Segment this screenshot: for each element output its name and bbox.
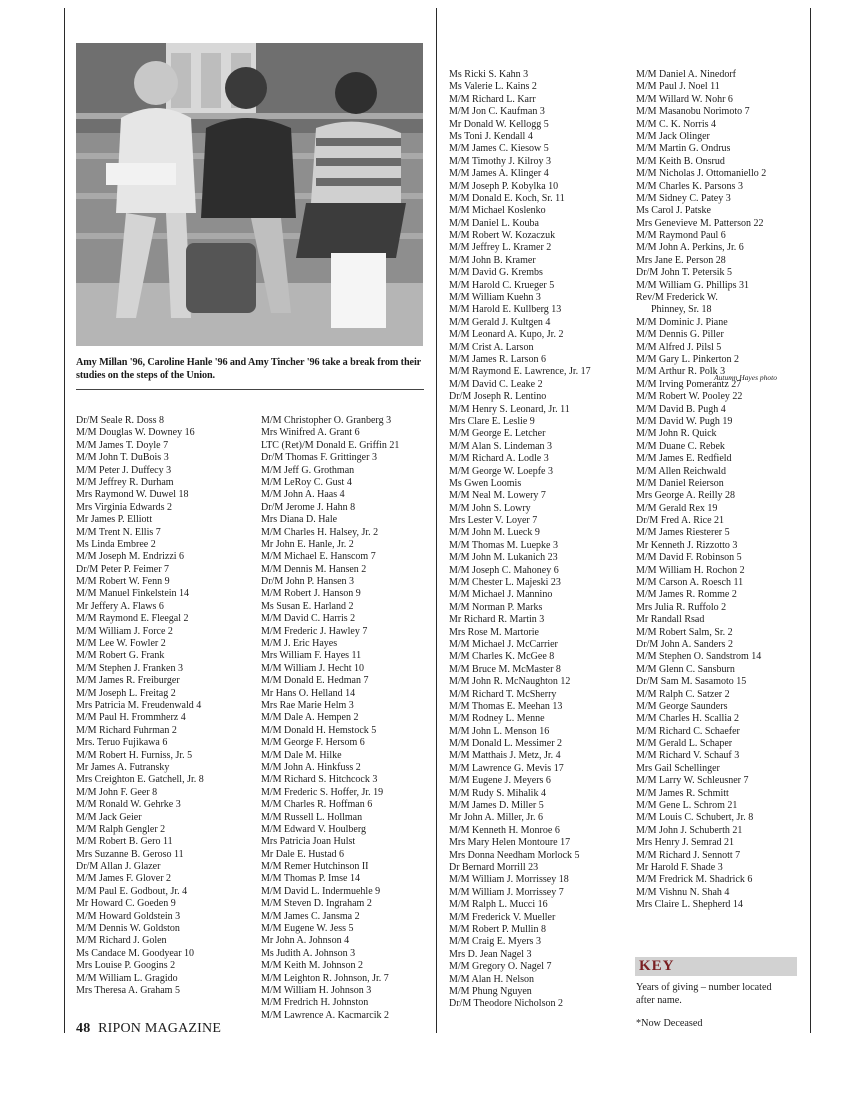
donor-entry: Mr Jeffery A. Flaws 6	[76, 600, 164, 612]
donor-entry: M/M C. K. Norris 4	[636, 118, 717, 130]
donor-entry: M/M Leighton R. Johnson, Jr. 7	[261, 972, 389, 984]
donor-entry: M/M Donald L. Messimer 2	[449, 738, 563, 750]
donor-entry: Mr John A. Johnson 4	[261, 935, 350, 947]
donor-entry: Mrs Lester V. Loyer 7	[449, 515, 538, 527]
donor-entry: M/M James R. Freiburger	[76, 675, 180, 687]
donor-entry: M/M Martin G. Ondrus	[636, 143, 731, 155]
donor-entry: Dr/M Sam M. Sasamoto 15	[636, 676, 747, 688]
donor-entry: M/M William H. Johnson 3	[261, 984, 372, 996]
donor-entry: M/M Steven D. Ingraham 2	[261, 898, 372, 910]
donor-entry: Mrs Winifred A. Grant 6	[261, 427, 360, 439]
donor-entry: M/M Remer Hutchinson II	[261, 861, 369, 873]
donor-entry: M/M Donald E. Koch, Sr. 11	[449, 192, 565, 204]
donor-entry: M/M Michael J. McCarrier	[449, 638, 558, 650]
donor-entry: M/M Douglas W. Downey 16	[76, 427, 195, 439]
donor-entry: Ms Ricki S. Kahn 3	[449, 69, 529, 80]
donor-entry: Mrs. Teruo Fujikawa 6	[76, 737, 168, 749]
donor-entry: M/M Trent N. Ellis 7	[76, 526, 161, 538]
donor-entry: M/M Richard L. Karr	[449, 93, 536, 105]
donor-entry: M/M Daniel Reierson	[636, 477, 724, 489]
donor-entry: M/M Chester L. Majeski 23	[449, 577, 561, 589]
donor-entry: Mrs Raymond W. Duwel 18	[76, 489, 189, 501]
donor-entry: M/M Robert W. Kozaczuk	[449, 230, 556, 242]
donor-entry: M/M Gregory O. Nagel 7	[449, 961, 552, 973]
donor-entry: Dr/M Jerome J. Hahn 8	[261, 501, 356, 513]
donor-entry: Mrs Gail Schellinger	[636, 762, 720, 774]
donor-entry: M/M Charles H. Halsey, Jr. 2	[261, 526, 379, 538]
donor-entry: M/M Arthur R. Polk 3	[636, 366, 726, 378]
donor-entry: M/M Paul E. Godbout, Jr. 4	[76, 885, 188, 897]
donor-entry: M/M Allen Reichwald	[636, 465, 726, 477]
donor-entry: Mr Hans O. Helland 14	[261, 687, 356, 699]
donor-entry: M/M James C. Kiesow 5	[449, 143, 549, 155]
donor-entry: Mr John A. Miller, Jr. 6	[449, 812, 544, 824]
donor-entry: M/M James R. Larson 6	[449, 353, 546, 365]
donor-entry: M/M Ralph Gengler 2	[76, 823, 166, 835]
donor-entry: Dr/M John A. Sanders 2	[636, 638, 733, 650]
donor-entry: M/M Daniel A. Ninedorf	[636, 69, 736, 80]
donor-entry: M/M Ronald W. Gehrke 3	[76, 799, 181, 811]
donor-entry: Ms Valerie L. Kains 2	[449, 81, 537, 93]
donor-entry: Mrs Diana D. Hale	[261, 514, 338, 526]
donor-entry: M/M Duane C. Rebek	[636, 440, 725, 452]
donor-entry: M/M Robert J. Hanson 9	[261, 588, 361, 600]
donor-entry: M/M James D. Miller 5	[449, 800, 544, 812]
donor-entry: Ms Judith A. Johnson 3	[261, 947, 356, 959]
column-rule-left	[64, 8, 65, 1033]
donor-entry: Mr Harold F. Shade 3	[636, 862, 723, 873]
donor-entry: M/M William J. Morrissey 18	[449, 874, 569, 886]
donor-entry: Mr Kenneth J. Rizzotto 3	[636, 539, 738, 551]
donor-entry: M/M David F. Robinson 5	[636, 552, 742, 564]
donor-entry: M/M Jeffrey L. Kramer 2	[449, 242, 552, 254]
donor-entry: M/M David L. Indermuehle 9	[261, 885, 381, 897]
donor-entry: Ms Carol J. Patske	[636, 205, 711, 217]
donor-entry: M/M Sidney C. Patey 3	[636, 192, 731, 204]
donor-entry: M/M John A. Hinkfuss 2	[261, 761, 361, 773]
donor-entry: Mrs Claire L. Shepherd 14	[636, 899, 743, 911]
donor-entry: M/M Rudy S. Mihalik 4	[449, 787, 546, 799]
donor-entry: M/M Christopher O. Granberg 3	[261, 415, 392, 426]
donor-entry: M/M J. Eric Hayes	[261, 638, 338, 650]
donor-entry: M/M Richard J. Sennott 7	[636, 849, 741, 861]
donor-entry: Mrs Donna Needham Morlock 5	[449, 849, 580, 861]
donor-entry: M/M Michael J. Mannino	[449, 589, 553, 601]
donor-entry: M/M Donald H. Hemstock 5	[261, 724, 377, 736]
donor-entry: Mrs Theresa A. Graham 5	[76, 984, 180, 996]
donor-entry: Ms Toni J. Kendall 4	[449, 130, 533, 142]
donor-entry: Mrs Louise P. Googins 2	[76, 960, 176, 972]
donor-entry: M/M Dale M. Hilke	[261, 749, 342, 761]
donor-entry: M/M George F. Hersom 6	[261, 737, 365, 749]
donor-entry: M/M Phung Nguyen	[449, 985, 532, 997]
donor-entry: M/M Richard V. Schauf 3	[636, 750, 740, 762]
donor-entry: Mrs Suzanne B. Geroso 11	[76, 848, 184, 860]
donor-entry: M/M Gerald L. Schaper	[636, 738, 733, 750]
donor-entry: M/M George Saunders	[636, 700, 728, 712]
donor-entry: M/M David B. Pugh 4	[636, 403, 726, 415]
donor-entry: M/M Donald E. Hedman 7	[261, 675, 369, 687]
donor-entry: M/M Harold C. Krueger 5	[449, 279, 555, 291]
donor-entry: M/M Charles R. Hoffman 6	[261, 799, 373, 811]
donor-entry: M/M William J. Hecht 10	[261, 662, 365, 674]
donor-entry: Dr/M Peter P. Feimer 7	[76, 563, 170, 575]
donor-entry: M/M Robert Salm, Sr. 2	[636, 626, 733, 638]
students-photo	[76, 43, 423, 346]
photo-caption	[76, 356, 424, 382]
donor-entry: M/M Daniel L. Kouba	[449, 217, 539, 229]
donor-entry: Mrs Rose M. Martorie	[449, 626, 539, 638]
donor-entry: Mrs Creighton E. Gatchell, Jr. 8	[76, 774, 204, 786]
donor-entry: M/M Robert H. Furniss, Jr. 5	[76, 749, 193, 761]
donor-entry: M/M Masanobu Norimoto 7	[636, 106, 750, 118]
donor-entry: M/M Edward V. Houlberg	[261, 823, 366, 835]
donor-entry: M/M Russell L. Hollman	[261, 811, 363, 823]
donor-entry: Mr Dale E. Hustad 6	[261, 848, 345, 860]
donor-entry: Mr James A. Futransky	[76, 761, 170, 773]
donor-entry: M/M Michael E. Hanscom 7	[261, 551, 376, 563]
donor-column-2	[261, 415, 399, 1022]
donor-entry: M/M Manuel Finkelstein 14	[76, 588, 190, 600]
donor-entry: Mrs Patricia Joan Hulst	[261, 836, 356, 848]
donor-entry: M/M Richard S. Hitchcock 3	[261, 774, 378, 786]
donor-entry: M/M Charles H. Scallia 2	[636, 713, 740, 725]
donor-entry: Rev/M Frederick W.	[636, 292, 718, 304]
donor-entry: M/M John R. Quick	[636, 428, 717, 440]
donor-entry: Dr/M Seale R. Doss 8	[76, 415, 165, 426]
donor-entry: M/M John B. Kramer	[449, 254, 536, 266]
donor-entry: M/M Frederic S. Hoffer, Jr. 19	[261, 786, 384, 798]
donor-entry: M/M James C. Jansma 2	[261, 910, 360, 922]
donor-entry: M/M Norman P. Marks	[449, 601, 543, 613]
donor-entry: Mrs Virginia Edwards 2	[76, 501, 172, 513]
donor-entry: Ms Susan E. Harland 2	[261, 600, 354, 612]
donor-entry: Ms Linda Embree 2	[76, 538, 156, 550]
donor-entry: M/M Joseph C. Mahoney 6	[449, 564, 559, 576]
donor-entry: M/M John M. Lueck 9	[449, 527, 540, 539]
donor-entry: M/M Paul H. Frommherz 4	[76, 712, 186, 724]
donor-entry: Mrs Clare E. Leslie 9	[449, 415, 535, 427]
donor-entry: M/M Michael Koslenko	[449, 205, 546, 217]
donor-entry: M/M Irving Pomerantz 27	[636, 378, 742, 390]
donor-entry: LTC (Ret)/M Donald E. Griffin 21	[261, 439, 400, 451]
donor-entry: Mrs Julia R. Ruffolo 2	[636, 601, 727, 613]
donor-entry: M/M Lawrence A. Kacmarcik 2	[261, 1009, 390, 1021]
donor-entry: M/M Charles K. McGee 8	[449, 651, 555, 663]
publication-name: RIPON MAGAZINE	[98, 1021, 222, 1036]
donor-entry: M/M Thomas M. Luepke 3	[449, 539, 558, 551]
donor-entry: M/M Eugene W. Jess 5	[261, 923, 354, 935]
donor-entry: Mr Donald W. Kellogg 5	[449, 118, 549, 130]
key-note: *Now Deceased	[636, 1018, 703, 1029]
donor-entry: M/M Frederick V. Mueller	[449, 911, 556, 923]
donor-entry: Mr John E. Hanle, Jr. 2	[261, 538, 354, 550]
donor-entry: Ms Gwen Loomis	[449, 477, 522, 489]
donor-entry: Dr/M Theodore Nicholson 2	[449, 998, 563, 1010]
donor-entry: M/M Ralph L. Mucci 16	[449, 899, 548, 911]
donor-entry: M/M Thomas P. Imse 14	[261, 873, 360, 885]
donor-entry: M/M Craig E. Myers 3	[449, 936, 541, 948]
page-number: 48	[76, 1021, 91, 1036]
donor-entry: Mr Howard C. Goeden 9	[76, 898, 176, 910]
donor-entry: M/M Joseph M. Endrizzi 6	[76, 551, 185, 563]
donor-entry: Mrs Rae Marie Helm 3	[261, 699, 354, 711]
donor-entry: M/M Dennis G. Piller	[636, 329, 724, 341]
donor-entry: M/M Jeff G. Grothman	[261, 464, 355, 476]
donor-entry: M/M Lawrence G. Mevis 17	[449, 762, 564, 774]
donor-entry: M/M Alfred J. Pilsl 5	[636, 341, 722, 353]
donor-entry: Mr Richard R. Martin 3	[449, 614, 545, 626]
donor-entry: M/M William J. Morrissey 7	[449, 886, 564, 898]
donor-entry: M/M Robert G. Frank	[76, 650, 165, 662]
donor-entry: M/M John A. Haas 4	[261, 489, 345, 501]
key-description: Years of giving – number located after name.	[636, 982, 772, 1006]
donor-entry: M/M Robert P. Mullin 8	[449, 923, 546, 935]
donor-entry: M/M Dominic J. Piane	[636, 316, 728, 328]
donor-entry: M/M Glenn C. Sansburn	[636, 663, 735, 675]
donor-entry: M/M David W. Pugh 19	[636, 415, 733, 427]
donor-entry: Mrs Patricia M. Freudenwald 4	[76, 699, 202, 711]
donor-entry: Mr Randall Rsad	[636, 614, 705, 626]
donor-entry: M/M John F. Geer 8	[76, 786, 158, 798]
donor-entry: M/M Harold E. Kullberg 13	[449, 304, 562, 316]
donor-entry: M/M Kenneth H. Monroe 6	[449, 824, 560, 836]
donor-entry: Phinney, Sr. 18	[651, 304, 712, 316]
column-rule-center	[436, 8, 437, 1033]
donor-entry: M/M Robert W. Fenn 9	[76, 576, 170, 588]
donor-entry: M/M Gene L. Schrom 21	[636, 800, 738, 812]
donor-entry: M/M William G. Phillips 31	[636, 279, 750, 291]
donor-entry: M/M David C. Leake 2	[449, 378, 543, 390]
donor-entry: M/M James R. Schmitt	[636, 787, 729, 799]
donor-entry: M/M Jack Geier	[76, 811, 142, 823]
donor-column-1	[76, 415, 204, 997]
donor-entry: Mrs Henry J. Semrad 21	[636, 837, 735, 849]
donor-entry: M/M John L. Menson 16	[449, 725, 550, 737]
donor-entry: M/M Raymond E. Fleegal 2	[76, 613, 189, 625]
donor-entry: M/M Peter J. Duffecy 3	[76, 464, 172, 476]
donor-entry: M/M John A. Perkins, Jr. 6	[636, 242, 744, 254]
donor-entry: M/M Fredrich H. Johnston	[261, 997, 369, 1009]
donor-entry: M/M Larry W. Schleusner 7	[636, 775, 749, 787]
donor-entry: M/M William L. Gragido	[76, 972, 178, 984]
donor-entry: M/M George E. Letcher	[449, 428, 546, 440]
key-title: KEY	[639, 958, 675, 974]
donor-entry: Dr/M Thomas F. Grittinger 3	[261, 452, 377, 464]
donor-entry: M/M Willard W. Nohr 6	[636, 93, 733, 105]
donor-column-3	[449, 69, 591, 1011]
donor-entry: M/M Lee W. Fowler 2	[76, 638, 166, 650]
donor-entry: M/M Vishnu N. Shah 4	[636, 886, 730, 898]
donor-entry: M/M Ralph C. Satzer 2	[636, 688, 730, 700]
donor-entry: M/M Eugene J. Meyers 6	[449, 775, 551, 787]
donor-entry: M/M John T. DuBois 3	[76, 452, 169, 464]
donor-entry: M/M Nicholas J. Ottomaniello 2	[636, 168, 767, 180]
donor-entry: Mrs Mary Helen Montoure 17	[449, 837, 571, 849]
donor-entry: M/M Gerald Rex 19	[636, 502, 718, 514]
donor-entry: M/M Frederic J. Hawley 7	[261, 625, 368, 637]
donor-entry: Dr/M Fred A. Rice 21	[636, 515, 725, 527]
donor-entry: M/M Rodney L. Menne	[449, 713, 545, 725]
donor-entry: M/M James A. Klinger 4	[449, 168, 549, 180]
donor-entry: M/M Joseph P. Kobylka 10	[449, 180, 559, 192]
donor-entry: M/M James F. Glover 2	[76, 873, 172, 885]
donor-entry: M/M Richard Fuhrman 2	[76, 724, 177, 736]
donor-entry: M/M George W. Loepfe 3	[449, 465, 553, 477]
donor-entry: M/M William J. Force 2	[76, 625, 173, 637]
donor-entry: M/M Bruce M. McMaster 8	[449, 663, 561, 675]
donor-entry: Dr Bernard Morrill 23	[449, 862, 539, 873]
page-footer	[76, 1021, 221, 1037]
donor-entry: M/M Louis C. Schubert, Jr. 8	[636, 812, 754, 824]
donor-entry: M/M Crist A. Larson	[449, 341, 534, 353]
donor-entry: M/M Joseph L. Freitag 2	[76, 687, 176, 699]
donor-entry: Mrs William F. Hayes 11	[261, 650, 362, 662]
donor-entry: Dr/M John P. Hansen 3	[261, 576, 355, 588]
donor-entry: M/M Matthais J. Metz, Jr. 4	[449, 750, 561, 762]
donor-entry: M/M Jeffrey R. Durham	[76, 476, 174, 488]
donor-entry: M/M John M. Lukanich 23	[449, 552, 558, 564]
donor-entry: M/M Richard J. Golen	[76, 935, 167, 947]
donor-entry: M/M Robert B. Gero 11	[76, 836, 173, 848]
donor-entry: M/M William Kuehn 3	[449, 292, 541, 304]
donor-entry: M/M Alan H. Nelson	[449, 973, 534, 985]
donor-entry: Dr/M John T. Petersik 5	[636, 267, 733, 279]
donor-entry: Dr/M Allan J. Glazer	[76, 861, 161, 873]
donor-entry: M/M Leonard A. Kupo, Jr. 2	[449, 329, 564, 341]
donor-entry: M/M Dennis M. Hansen 2	[261, 563, 367, 575]
donor-entry: Mrs D. Jean Nagel 3	[449, 948, 532, 960]
donor-entry: M/M David C. Harris 2	[261, 613, 356, 625]
donor-entry: Mr James P. Elliott	[76, 514, 153, 526]
donor-entry: M/M Raymond Paul 6	[636, 230, 726, 242]
donor-entry: M/M Dennis W. Goldston	[76, 923, 180, 935]
donor-entry: M/M Jack Olinger	[636, 130, 710, 142]
donor-entry: M/M Gerald J. Kultgen 4	[449, 316, 551, 328]
donor-entry: Dr/M Joseph R. Lentino	[449, 391, 547, 403]
donor-entry: M/M Robert W. Pooley 22	[636, 391, 743, 403]
donor-entry: Mrs George A. Reilly 28	[636, 490, 735, 502]
donor-entry: M/M James T. Doyle 7	[76, 439, 169, 451]
donor-entry: M/M Alan S. Lindeman 3	[449, 440, 553, 452]
donor-entry: M/M Charles K. Parsons 3	[636, 180, 743, 192]
donor-entry: M/M Richard A. Lodle 3	[449, 453, 549, 465]
donor-entry: M/M Carson A. Roesch 11	[636, 577, 744, 589]
donor-entry: M/M Jon C. Kaufman 3	[449, 106, 545, 118]
donor-entry: Ms Candace M. Goodyear 10	[76, 947, 195, 959]
donor-entry: Mrs Jane E. Person 28	[636, 254, 726, 266]
donor-entry: M/M Stephen O. Sandstrom 14	[636, 651, 762, 663]
column-rule-right	[810, 8, 811, 1033]
donor-entry: M/M Raymond E. Lawrence, Jr. 17	[449, 366, 591, 378]
donor-entry: M/M James Riesterer 5	[636, 527, 730, 539]
donor-entry: M/M Neal M. Lowery 7	[449, 490, 546, 502]
donor-entry: M/M Richard C. Schaefer	[636, 725, 740, 737]
donor-entry: M/M Henry S. Leonard, Jr. 11	[449, 403, 570, 415]
donor-entry: M/M John R. McNaughton 12	[449, 676, 571, 688]
donor-entry: M/M LeRoy C. Gust 4	[261, 476, 352, 488]
donor-column-4	[636, 69, 766, 912]
donor-entry: M/M James R. Romme 2	[636, 589, 737, 601]
donor-entry: M/M Howard Goldstein 3	[76, 910, 181, 922]
donor-entry: M/M David G. Krembs	[449, 267, 543, 279]
donor-entry: Mrs Genevieve M. Patterson 22	[636, 217, 764, 229]
donor-entry: M/M Timothy J. Kilroy 3	[449, 155, 551, 167]
donor-entry: M/M Paul J. Noel 11	[636, 81, 720, 93]
donor-entry: M/M Dale A. Hempen 2	[261, 712, 359, 724]
donor-entry: M/M Keith M. Johnson 2	[261, 960, 363, 972]
donor-entry: M/M Keith B. Onsrud	[636, 155, 725, 167]
donor-entry: M/M William H. Rochon 2	[636, 564, 745, 576]
photo-credit: Autumn Hayes photo	[714, 373, 777, 382]
donor-entry: M/M Richard T. McSherry	[449, 688, 557, 700]
donor-entry: M/M Thomas E. Meehan 13	[449, 700, 563, 712]
donor-entry: M/M Stephen J. Franken 3	[76, 662, 183, 674]
donor-entry: M/M James E. Redfield	[636, 453, 732, 465]
donor-entry: M/M John S. Lowry	[449, 502, 531, 514]
donor-entry: M/M Fredrick M. Shadrick 6	[636, 874, 753, 886]
caption-text: Amy Millan '96, Caroline Hanle '96 and Amy Tincher '96 take a break from their studies on the steps of the Union.	[76, 357, 421, 381]
donor-entry: M/M John J. Schuberth 21	[636, 824, 743, 836]
caption-divider	[76, 389, 424, 390]
donor-entry: M/M Gary L. Pinkerton 2	[636, 353, 740, 365]
